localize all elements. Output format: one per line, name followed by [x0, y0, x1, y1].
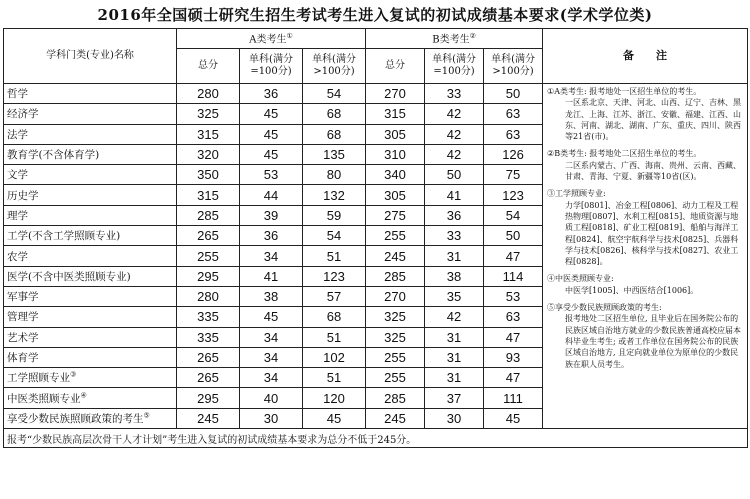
b-score-cell: 53 [484, 286, 543, 306]
header-b-single-over100: 单科(满分>100分) [484, 49, 543, 84]
header-category: 学科门类(专业)名称 [4, 29, 177, 84]
a-score-cell: 80 [303, 165, 366, 185]
b-score-cell: 50 [425, 165, 484, 185]
a-score-cell: 132 [303, 185, 366, 205]
b-score-cell: 93 [484, 347, 543, 367]
b-score-cell: 42 [425, 307, 484, 327]
a-score-cell: 315 [177, 124, 240, 144]
a-score-cell: 315 [177, 185, 240, 205]
a-score-cell: 350 [177, 165, 240, 185]
subject-name: 军事学 [4, 286, 177, 306]
a-score-cell: 120 [303, 388, 366, 408]
b-score-cell: 63 [484, 307, 543, 327]
b-score-cell: 75 [484, 165, 543, 185]
b-score-cell: 111 [484, 388, 543, 408]
subject-name: 文学 [4, 165, 177, 185]
b-score-cell: 305 [366, 185, 425, 205]
b-score-cell: 42 [425, 144, 484, 164]
a-score-cell: 265 [177, 226, 240, 246]
a-score-cell: 102 [303, 347, 366, 367]
b-score-cell: 42 [425, 104, 484, 124]
a-score-cell: 53 [240, 165, 303, 185]
score-table [3, 28, 748, 448]
a-score-cell: 38 [240, 286, 303, 306]
b-score-cell: 63 [484, 124, 543, 144]
a-score-cell: 36 [240, 226, 303, 246]
b-score-cell: 126 [484, 144, 543, 164]
b-score-cell: 255 [366, 347, 425, 367]
b-score-cell: 47 [484, 327, 543, 347]
a-score-cell: 45 [240, 144, 303, 164]
b-score-cell: 270 [366, 84, 425, 104]
header-a-single100: 单科(满分=100分) [240, 49, 303, 84]
b-score-cell: 285 [366, 388, 425, 408]
a-score-cell: 51 [303, 368, 366, 388]
a-score-cell: 51 [303, 327, 366, 347]
b-score-cell: 37 [425, 388, 484, 408]
a-score-cell: 59 [303, 205, 366, 225]
b-score-cell: 310 [366, 144, 425, 164]
subject-name: 体育学 [4, 347, 177, 367]
a-score-cell: 57 [303, 286, 366, 306]
a-score-cell: 45 [240, 307, 303, 327]
b-score-cell: 31 [425, 327, 484, 347]
b-score-cell: 42 [425, 124, 484, 144]
a-score-cell: 45 [240, 104, 303, 124]
page-title: 2016年全国硕士研究生招生考试考生进入复试的初试成绩基本要求(学术学位类) [97, 6, 653, 24]
a-score-cell: 320 [177, 144, 240, 164]
a-score-cell: 68 [303, 104, 366, 124]
note-item: ①A类考生: 报考地处一区招生单位的考生。 一区系北京、天津、河北、山西、辽宁、吉林、黑龙江、上海、江苏、浙江、安徽、福建、江西、山东、河南、湖北、湖南、广东、重庆、四川、陕西等21省(市)。 [547, 87, 742, 142]
a-score-cell: 285 [177, 205, 240, 225]
a-score-cell: 68 [303, 307, 366, 327]
b-score-cell: 325 [366, 327, 425, 347]
a-score-cell: 34 [240, 327, 303, 347]
a-score-cell: 135 [303, 144, 366, 164]
b-score-cell: 33 [425, 84, 484, 104]
b-score-cell: 33 [425, 226, 484, 246]
note-item: ④中医类照顾专业: 中医学[1005]、中西医结合[1006]。 [547, 274, 699, 295]
b-score-cell: 47 [484, 368, 543, 388]
b-score-cell: 255 [366, 368, 425, 388]
b-score-cell: 41 [425, 185, 484, 205]
note-item: ②B类考生: 报考地处二区招生单位的考生。 二区系内蒙古、广西、海南、贵州、云南、西藏、甘肃、青海、宁夏、新疆等10省(区)。 [547, 149, 742, 182]
b-score-cell: 30 [425, 408, 484, 428]
a-score-cell: 34 [240, 347, 303, 367]
header-a-total: 总分 [177, 49, 240, 84]
a-score-cell: 295 [177, 388, 240, 408]
header-b-group: B类考生② [366, 29, 543, 49]
a-score-cell: 265 [177, 347, 240, 367]
a-score-cell: 34 [240, 246, 303, 266]
b-score-cell: 63 [484, 104, 543, 124]
a-score-cell: 280 [177, 286, 240, 306]
subject-name: 医学(不含中医类照顾专业) [4, 266, 177, 286]
a-score-cell: 335 [177, 327, 240, 347]
b-score-cell: 38 [425, 266, 484, 286]
notes-cell [543, 84, 748, 429]
header-a-single-over100: 单科(满分>100分) [303, 49, 366, 84]
header-b-total: 总分 [366, 49, 425, 84]
a-score-cell: 245 [177, 408, 240, 428]
subject-name: 法学 [4, 124, 177, 144]
subject-name: 教育学(不含体育学) [4, 144, 177, 164]
subject-name: 工学(不含工学照顾专业) [4, 226, 177, 246]
note-item: ⑤享受少数民族照顾政策的考生: 报考地处二区招生单位, 且毕业后在国务院公布的民族区域自治地方就业的少数民族普通高校应届本科毕业生考生; 或者工作单位在国务院公布的民族区域自治地方, 且定向就业单位为原单位的少数民族在职人员考生。 [547, 303, 742, 369]
note-item: ③工学照顾专业: 力学[0801]、冶金工程[0806]、动力工程及工程热物理[0807]、水利工程[0815]、地质资源与地质工程[0818]、矿业工程[0819]、船舶与海洋工程[0824]、航空宇航科学与技术[0825]、兵器科学与技术[0826]、核科学与技术[0827]、农业工程[0828]。 [547, 189, 739, 267]
subject-name: 艺术学 [4, 327, 177, 347]
b-score-cell: 325 [366, 307, 425, 327]
subject-name: 理学 [4, 205, 177, 225]
footer-note: 报考“少数民族高层次骨干人才计划”考生进入复试的初试成绩基本要求为总分不低于245分。 [4, 429, 748, 448]
subject-name: 历史学 [4, 185, 177, 205]
a-score-cell: 295 [177, 266, 240, 286]
subject-name: 经济学 [4, 104, 177, 124]
a-score-cell: 51 [303, 246, 366, 266]
table-row [4, 84, 748, 104]
b-score-cell: 315 [366, 104, 425, 124]
a-score-cell: 54 [303, 226, 366, 246]
a-score-cell: 265 [177, 368, 240, 388]
b-score-cell: 50 [484, 226, 543, 246]
b-score-cell: 35 [425, 286, 484, 306]
b-score-cell: 340 [366, 165, 425, 185]
a-score-cell: 255 [177, 246, 240, 266]
a-score-cell: 30 [240, 408, 303, 428]
a-score-cell: 40 [240, 388, 303, 408]
b-score-cell: 54 [484, 205, 543, 225]
a-score-cell: 280 [177, 84, 240, 104]
a-score-cell: 34 [240, 368, 303, 388]
header-notes: 备 注 [543, 29, 748, 84]
header-b-single100: 单科(满分=100分) [425, 49, 484, 84]
subject-name: 享受少数民族照顾政策的考生⑤ [4, 408, 177, 428]
a-score-cell: 325 [177, 104, 240, 124]
a-score-cell: 68 [303, 124, 366, 144]
subject-name: 管理学 [4, 307, 177, 327]
subject-name: 农学 [4, 246, 177, 266]
b-score-cell: 270 [366, 286, 425, 306]
a-score-cell: 45 [303, 408, 366, 428]
b-score-cell: 305 [366, 124, 425, 144]
a-score-cell: 39 [240, 205, 303, 225]
b-score-cell: 123 [484, 185, 543, 205]
subject-name: 中医类照顾专业④ [4, 388, 177, 408]
b-score-cell: 255 [366, 226, 425, 246]
subject-name: 工学照顾专业③ [4, 368, 177, 388]
header-a-group: A类考生① [177, 29, 366, 49]
b-score-cell: 114 [484, 266, 543, 286]
a-score-cell: 44 [240, 185, 303, 205]
a-score-cell: 335 [177, 307, 240, 327]
a-score-cell: 123 [303, 266, 366, 286]
a-score-cell: 54 [303, 84, 366, 104]
a-score-cell: 36 [240, 84, 303, 104]
b-score-cell: 45 [484, 408, 543, 428]
subject-name: 哲学 [4, 84, 177, 104]
b-score-cell: 50 [484, 84, 543, 104]
a-score-cell: 45 [240, 124, 303, 144]
b-score-cell: 31 [425, 368, 484, 388]
b-score-cell: 31 [425, 347, 484, 367]
b-score-cell: 285 [366, 266, 425, 286]
b-score-cell: 36 [425, 205, 484, 225]
b-score-cell: 275 [366, 205, 425, 225]
b-score-cell: 245 [366, 408, 425, 428]
b-score-cell: 245 [366, 246, 425, 266]
b-score-cell: 31 [425, 246, 484, 266]
a-score-cell: 41 [240, 266, 303, 286]
b-score-cell: 47 [484, 246, 543, 266]
